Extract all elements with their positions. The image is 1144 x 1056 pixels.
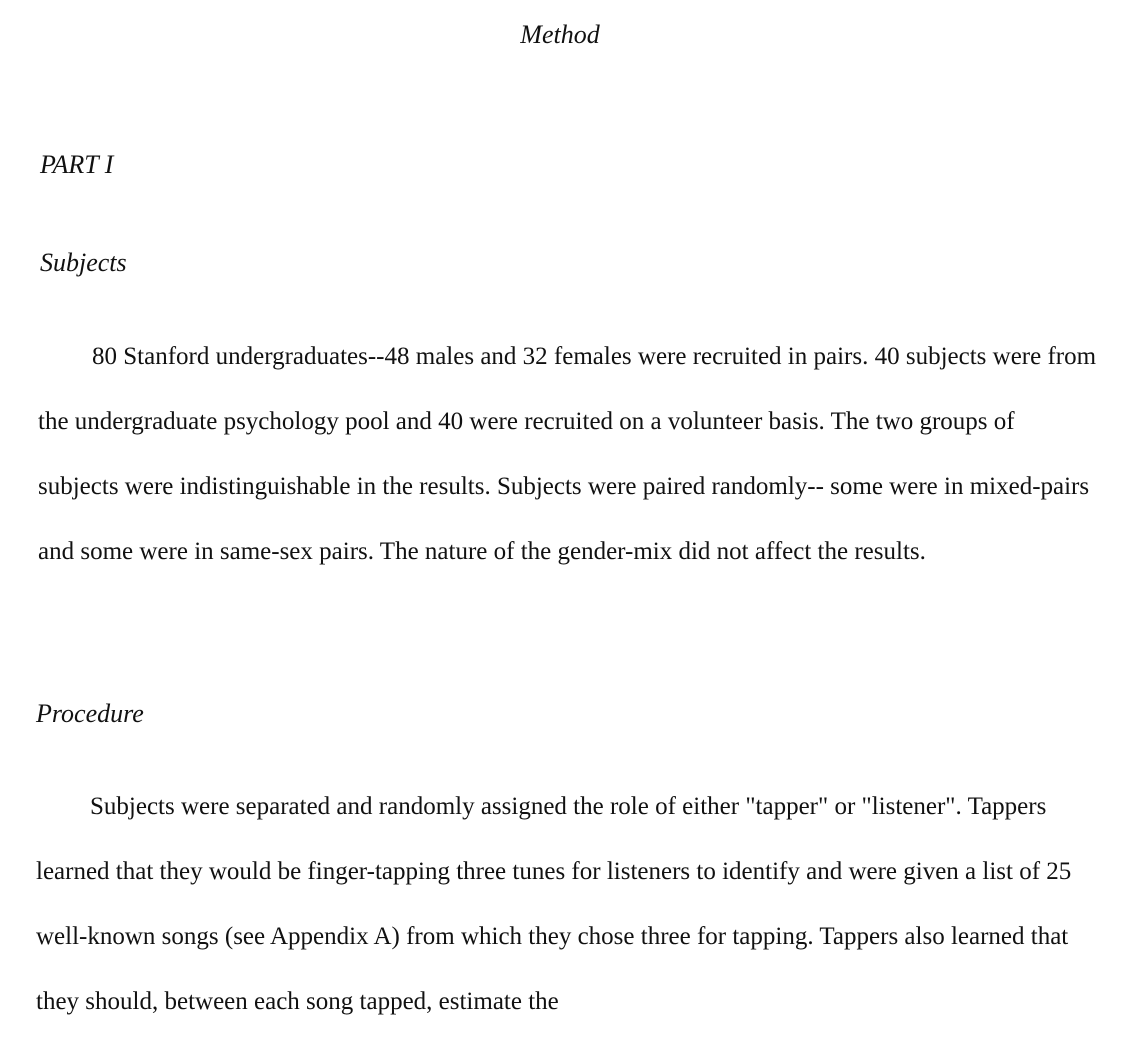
part-heading: PART I [40,150,114,179]
procedure-heading: Procedure [36,699,144,728]
subjects-heading: Subjects [40,248,127,277]
procedure-paragraph: Subjects were separated and randomly assigned the role of either "tapper" or "listener". Tappers learned that they would be finger-tapping three tunes for listeners to identify and were given a list of 25 well-known songs (see Appendix A) from which they chose three for tapping. Tappers also learned that they should, between each song tapped, estimate the [36,793,1072,1015]
subjects-paragraph: 80 Stanford undergraduates--48 males and 32 females were recruited in pairs. 40 subjects were from the undergraduate psychology pool and 40 were recruited on a volunteer basis. The two groups of subjects were indistinguishable in the results. Subjects were paired randomly-- some were in mixed-pairs and some were in same-sex pairs. The nature of the gender-mix did not affect the results. [38,343,1097,565]
section-title: Method [520,20,600,49]
